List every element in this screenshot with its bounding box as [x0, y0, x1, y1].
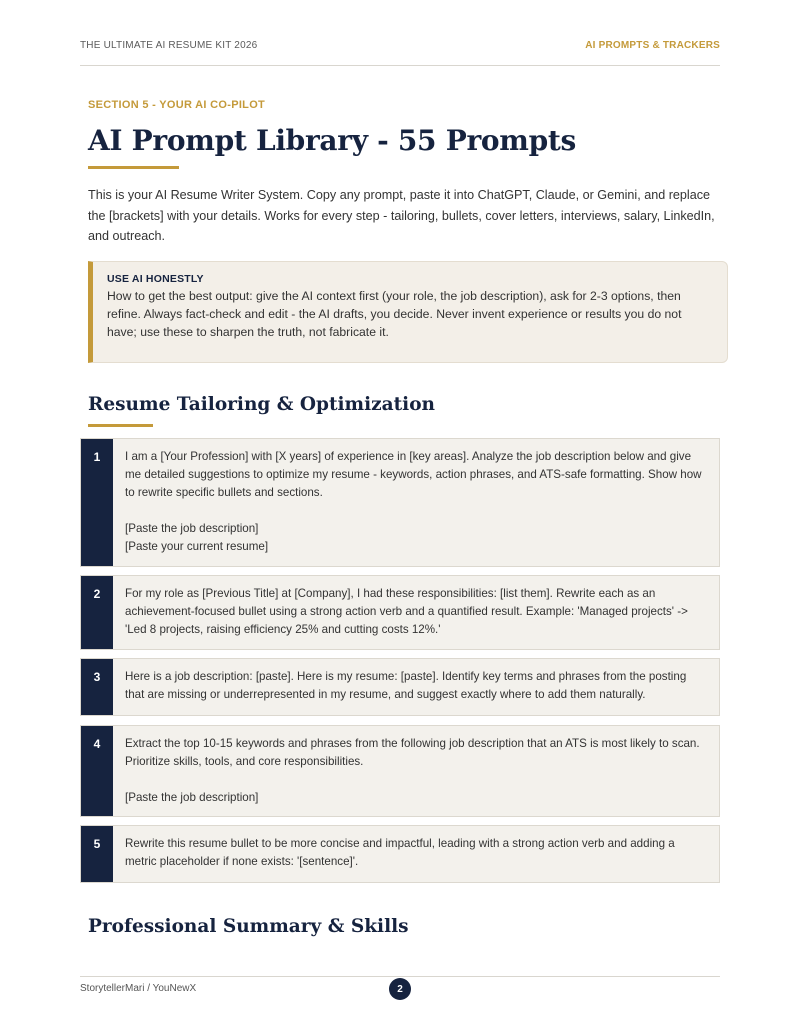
- callout-heading: USE AI HONESTLY: [107, 273, 204, 285]
- footer-credit: StorytellerMari / YouNewX: [80, 983, 197, 994]
- prompt-text[interactable]: Here is a job description: [paste]. Here is my resume: [paste]. Identify key terms and phrases from the posting that are missing or underrepresented in my resume, and suggest exactly where to add them naturally.: [125, 670, 687, 701]
- running-header: [80, 40, 720, 66]
- footer-rule: [80, 976, 720, 977]
- prompt-card: [80, 438, 720, 567]
- prompt-text[interactable]: I am a [Your Profession] with [X years] of experience in [key areas]. Analyze the job description below and give me detailed suggestions to optimize my resume - keywords, action phrases, and ATS-safe formatting. Show how to rewrite specific bullets and sections. [Paste the job description] [Paste your current resume]: [125, 450, 702, 553]
- callout-body: How to get the best output: give the AI context first (your role, the job description), ask for 2-3 options, then refine. Always fact-check and edit - the AI drafts, you decide. Never invent experience or results you do not have; use these to sharpen the truth, not fabricate it.: [107, 289, 682, 339]
- honesty-callout: [88, 261, 728, 363]
- section-label: SECTION 5 - YOUR AI CO-PILOT: [88, 99, 266, 111]
- prompt-text[interactable]: Rewrite this resume bullet to be more concise and impactful, leading with a strong action verb and adding a metric placeholder if none exists: '[sentence]'.: [125, 837, 675, 868]
- prompt-number: 4: [81, 726, 113, 816]
- header-section-title: AI PROMPTS & TRACKERS: [585, 40, 720, 51]
- section-heading-professional-summary: Professional Summary & Skills: [88, 916, 409, 937]
- prompt-card: [80, 658, 720, 716]
- prompt-number: 3: [81, 659, 113, 715]
- prompt-number: 2: [81, 576, 113, 649]
- section-heading-underline: [88, 424, 153, 427]
- header-kit-title: THE ULTIMATE AI RESUME KIT 2026: [80, 40, 258, 51]
- prompt-card: [80, 575, 720, 650]
- prompt-number: 1: [81, 439, 113, 566]
- section-heading-resume-tailoring: Resume Tailoring & Optimization: [88, 394, 436, 415]
- prompt-card: [80, 825, 720, 883]
- prompt-text[interactable]: For my role as [Previous Title] at [Company], I had these responsibilities: [list them]. Rewrite each as an achievement-focused bullet using a strong action verb and a quantified result. Example: 'Managed projects' -> 'Led 8 projects, raising efficiency 25% and cutting costs 12%.': [125, 587, 688, 636]
- title-underline: [88, 166, 179, 169]
- prompt-text[interactable]: Extract the top 10-15 keywords and phrases from the following job description that an ATS is most likely to scan. Prioritize skills, tools, and core responsibilities. [Paste the job description]: [125, 737, 700, 804]
- prompt-number: 5: [81, 826, 113, 882]
- page-number-badge: 2: [389, 978, 411, 1000]
- prompt-card: [80, 725, 720, 817]
- page-title: AI Prompt Library - 55 Prompts: [88, 124, 576, 157]
- intro-paragraph: This is your AI Resume Writer System. Copy any prompt, paste it into ChatGPT, Claude, or Gemini, and replace the [brackets] with your details. Works for every step - tailoring, bullets, cover letters, interviews, salary, LinkedIn, and outreach.: [88, 188, 715, 243]
